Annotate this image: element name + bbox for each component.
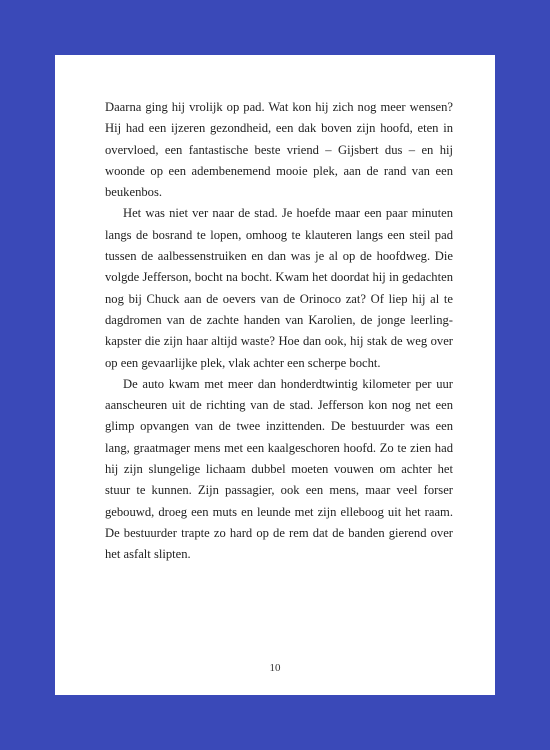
body-text [105,97,453,566]
page-number: 10 [269,662,281,674]
paragraph-1: Daarna ging hij vrolijk op pad. Wat kon hij zich nog meer wensen? Hij had een ijzeren gezondheid, een dak boven zijn hoofd, eten in overvloed, een fantastische beste vriend – Gijsbert dus – en hij woonde op een adembenemend mooie plek, aan de rand van een beukenbos. [105,100,453,200]
book-page [55,55,495,695]
paragraph-3: De auto kwam met meer dan honderdtwintig kilometer per uur aanscheuren uit de richting van de stad. Jefferson kon nog net een glimp opvangen van de twee inzittenden. De bestuurder was een lang, graatmager mens met een kaalgeschoren hoofd. Zo te zien had hij zijn slungelige lichaam dubbel moeten vouwen om achter het stuur te kunnen. Zijn passagier, ook een mens, maar veel forser gebouwd, droeg een muts en leunde met zijn elleboog uit het raam. De bestuurder trapte zo hard op de rem dat de banden gierend over het asfalt slipten. [105,376,453,562]
paragraph-2: Het was niet ver naar de stad. Je hoefde maar een paar minuten langs de bosrand te lopen, omhoog te klauteren langs een steil pad tussen de aalbessenstruiken en dan was je al op de hoofdweg. Die volgde Jefferson, bocht na bocht. Kwam het doordat hij in gedachten nog bij Chuck aan de oevers van de Orinoco zat? Of liep hij al te dagdromen van de zachte handen van Karolien, de jonge leerling-kapster die zijn haar altijd waste? Hoe dan ook, hij stak de weg over op een gevaarlijke plek, vlak achter een scherpe bocht. [105,206,453,370]
